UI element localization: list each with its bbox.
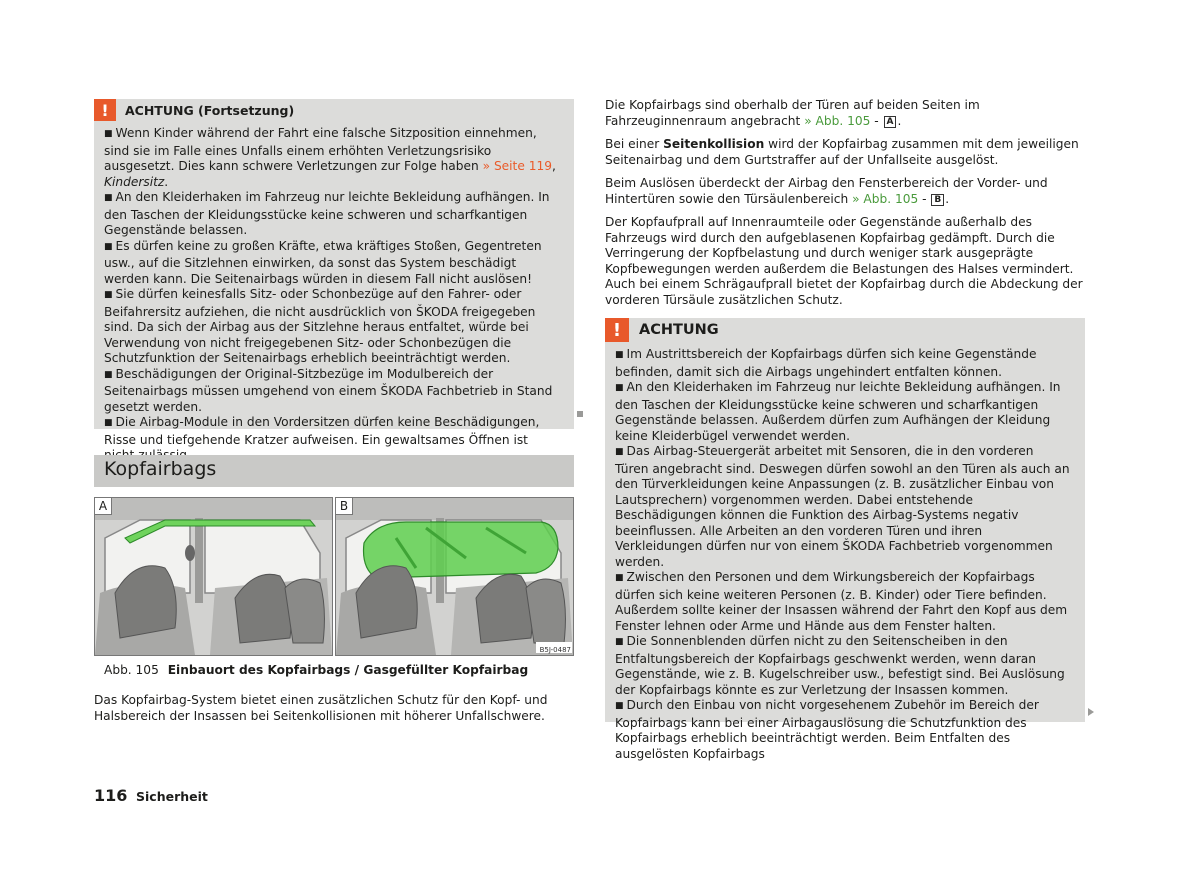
list-item: ■ An den Kleiderhaken im Fahrzeug nur leichte Bekleidung aufhängen. In den Taschen der Kleidungsstücke keine schweren und scharfkantigen Gegenstände belassen. (104, 190, 550, 237)
right-column-text (605, 98, 1085, 316)
warning-header (605, 318, 1085, 342)
page-reference-link[interactable]: » Seite 119 (482, 159, 552, 173)
car-interior-illustration-a (95, 498, 332, 655)
warning-box (605, 318, 1085, 761)
end-of-section-square-icon (577, 411, 583, 417)
list-item: ■ Die Sonnenblenden dürfen nicht zu den Seitenscheiben in den Entfaltungsbereich der Kopfairbags geschwenkt werden, wenn daran Gegenstände, wie z. B. Kugelschreiber usw., befestigt sind. Bei Auslösung der Kopfairbags könnte es zur Verletzung der Insassen kommen. (615, 634, 1065, 697)
figure-label-a: A (95, 498, 112, 515)
paragraph: Bei einer Seitenkollision wird der Kopfairbag zusammen mit dem jeweiligen Seitenairbag und dem Gurtstraffer auf der Unfallseite ausgelöst. (605, 137, 1079, 167)
figure-code: B5J-0487 (539, 646, 571, 654)
paragraph: Beim Auslösen überdeckt der Airbag den Fensterbereich der Vorder- und Hintertüren sowie den Türsäulenbereich » Abb. 105 - B . (605, 176, 1048, 206)
figure-reference-link[interactable]: » Abb. 105 (852, 191, 919, 206)
paragraph: Der Kopfaufprall auf Innenraumteile oder Gegenstände außerhalb des Fahrzeugs wird durch den aufgeblasenen Kopfairbag gedämpft. Durch die Verringerung der Kopfbelastung und durch weniger stark ausgeprägte Kopfbewegungen werden außerdem die Belastungen des Halses vermindert. Auch bei einem Schrägaufprall bietet der Kopfairbag durch die Abdeckung der vorderen Türsäule zusätzlichen Schutz. (605, 215, 1083, 307)
list-item: ■ Beschädigungen der Original-Sitzbezüge im Modulbereich der Seitenairbags müssen umgehend von einem ŠKODA Fachbetrieb in Stand gesetzt werden. (104, 366, 553, 414)
car-interior-illustration-b (336, 498, 573, 655)
body-paragraph: Das Kopfairbag-System bietet einen zusätzlichen Schutz für den Kopf- und Halsbereich der Insassen bei Seitenkollisionen mit höherer Unfallschwere. (94, 693, 548, 723)
list-item: ■ Durch den Einbau von nicht vorgesehenem Zubehör im Bereich der Kopfairbags kann bei einer Airbagauslösung die Schutzfunktion des Kopfairbags erheblich beeinträchtigt werden. Beim Entfalten des ausgelösten Kopfairbags (615, 698, 1039, 761)
warning-box-continued (94, 99, 574, 447)
figure-panel-a (94, 497, 333, 656)
figure-caption: Abb. 105 Einbauort des Kopfairbags / Gasgefüllter Kopfairbag (104, 663, 529, 677)
warning-list (94, 121, 567, 464)
page-number: 116 (94, 786, 128, 805)
warning-title: ACHTUNG (Fortsetzung) (125, 102, 295, 118)
list-item: ■ Es dürfen keine zu großen Kräfte, etwa kräftiges Stoßen, Gegentreten usw., auf die Sitzlehnen einwirken, da sonst das System beschädigt werden kann. Die Seitenairbags würden in diesem Fall nicht auslösen! (104, 238, 542, 286)
list-item: ■ Sie dürfen keinesfalls Sitz- oder Schonbezüge auf den Fahrer- oder Beifahrersitz aufziehen, die nicht ausdrücklich von ŠKODA freigegeben sind. Da sich der Airbag aus der Sitzlehne heraus entfaltet, würde bei Verwendung von nicht freigegebenen Sitz- oder Schonbezügen die Schutzfunktion der Seitenairbags erheblich beeinträchtigt werden. (104, 287, 536, 365)
list-item: ■ An den Kleiderhaken im Fahrzeug nur leichte Bekleidung aufhängen. In den Taschen der Kleidungsstücke keine schweren und scharfkantigen Gegenstände belassen. Außerdem dürfen zum Aufhängen der Kleidung keine Kleiderbügel verwendet werden. (615, 380, 1061, 443)
page-section-name: Sicherheit (136, 789, 208, 804)
exclamation-icon: ! (94, 99, 116, 121)
list-item: ■ Das Airbag-Steuergerät arbeitet mit Sensoren, die in den vorderen Türen angebracht sind. Deswegen dürfen sowohl an den Türen als auch an den Türverkleidungen keine Anpassungen (z. B. zusätzlicher Einbau von Lautsprechern) vorgenommen werden. Dabei entstehende Beschädigungen können die Funktion des Airbag-Systems negativ beeinflussen. Alle Arbeiten an den vorderen Türen und ihren Verkleidungen dürfen nur von einem ŠKODA Fachbetrieb vorgenommen werden. (615, 444, 1070, 569)
exclamation-icon: ! (605, 318, 629, 342)
figure-panel-b (335, 497, 574, 656)
list-item: ■ Die Airbag-Module in den Vordersitzen dürfen keine Beschädigungen, Risse und tiefgehende Kratzer aufweisen. Ein gewaltsames Öffnen ist (104, 415, 540, 447)
figure-reference-link[interactable]: » Abb. 105 (804, 113, 871, 128)
figure-key-b: B (931, 194, 944, 206)
list-item: ■ Im Austrittsbereich der Kopfairbags dürfen sich keine Gegenstände befinden, damit sich die Airbags ungehindert entfalten können. (615, 347, 1037, 379)
warning-list (605, 342, 1078, 762)
list-item: ■ Wenn Kinder während der Fahrt eine falsche Sitzposition einnehmen, sind sie im Falle eines Unfalls einem erhöhten Verletzungsrisiko ausgesetzt. Dies kann schwere Verletzungen zur Folge haben » Seite 119, Kindersitz. (104, 126, 556, 189)
warning-title: ACHTUNG (639, 322, 719, 338)
list-item: ■ Zwischen den Personen und dem Wirkungsbereich der Kopfairbags dürfen sich keine weiteren Personen (z. B. Kinder) oder Tiere befinden. Außerdem sollte keiner der Insassen während der Fahrt den Kopf aus dem Fenster lehnen oder Arme und Hände aus dem Fenster halten. (615, 570, 1068, 633)
section-title: Kopfairbags (94, 455, 574, 487)
continue-arrow-icon (1088, 708, 1094, 716)
paragraph: Die Kopfairbags sind oberhalb der Türen auf beiden Seiten im Fahrzeuginnenraum angebracht » Abb. 105 - A . (605, 98, 980, 128)
figure-key-a: A (884, 116, 897, 128)
warning-header (94, 99, 574, 121)
figure-label-b: B (336, 498, 353, 515)
